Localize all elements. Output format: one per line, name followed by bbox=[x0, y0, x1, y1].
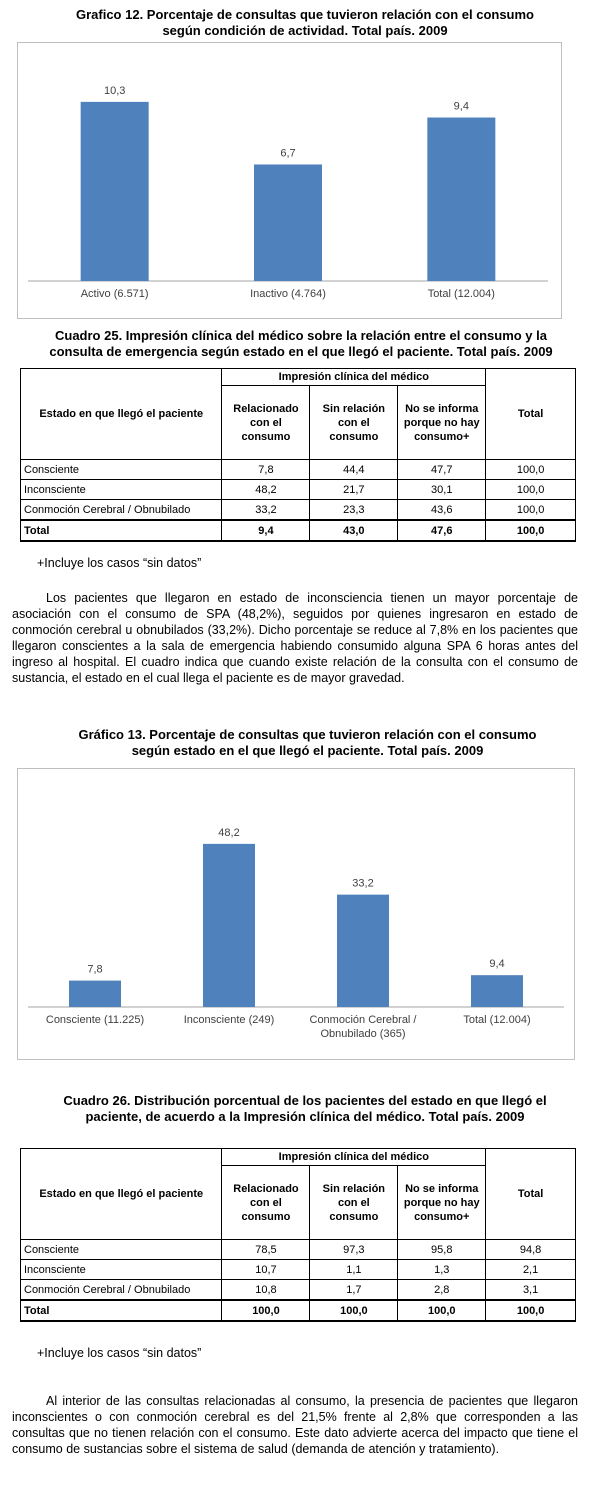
bar bbox=[337, 895, 389, 1007]
cell: 47,6 bbox=[398, 520, 486, 541]
table-row bbox=[21, 1260, 576, 1280]
cell: 100,0 bbox=[222, 1300, 310, 1321]
category-label: Total (12.004) bbox=[463, 1014, 531, 1026]
table2-title-line1: Cuadro 26. Distribución porcentual de los pacientes del estado en que llegó el bbox=[63, 1093, 547, 1108]
category-label: Inactivo (4.764) bbox=[250, 288, 326, 300]
table1-group-header: Impresión clínica del médico bbox=[222, 369, 486, 386]
cell: 43,0 bbox=[310, 520, 398, 541]
chart1-title-line1: Grafico 12. Porcentaje de consultas que tuvieron relación con el consumo bbox=[75, 7, 534, 22]
cell: 48,2 bbox=[222, 480, 310, 500]
paragraph-1: Los pacientes que llegaron en estado de inconsciencia tienen un mayor porcentaje de asociación con el consumo de SPA (48,2%), seguidos por quienes ingresaron en estado de conmoción cerebral u obnubilados (33,2%). Dicho porcentaje se reduce al 7,8% en los pacientes que llegaron conscientes a la sala de emergencia habiendo consumido alguna SPA 6 horas antes del ingreso al hospital. El cuadro indica que cuando existe relación de la consulta con el consumo de sustancia, el estado en el cual llega el paciente es de mayor gravedad. bbox=[12, 591, 578, 685]
data-label: 48,2 bbox=[218, 826, 240, 839]
cell: 33,2 bbox=[222, 500, 310, 521]
table1-col-header: Relacionado con el consumo bbox=[222, 386, 310, 460]
cell: 100,0 bbox=[398, 1300, 486, 1321]
cell: 1,7 bbox=[310, 1280, 398, 1301]
row-label: Inconsciente bbox=[21, 480, 222, 500]
row-label: Consciente bbox=[21, 1240, 222, 1260]
table1-col-header: Sin relación con el consumo bbox=[310, 386, 398, 460]
table1 bbox=[20, 368, 576, 542]
category-label: Total (12.004) bbox=[427, 288, 495, 300]
table2-col-header: No se informa porque no hay consumo+ bbox=[398, 1166, 486, 1240]
data-label: 9,4 bbox=[489, 958, 505, 971]
table2-row-header: Estado en que llegó el paciente bbox=[21, 1149, 222, 1240]
row-label: Total bbox=[21, 520, 222, 541]
table-row bbox=[21, 1240, 576, 1260]
category-label: Inconsciente (249) bbox=[183, 1014, 275, 1026]
table1-row-header: Estado en que llegó el paciente bbox=[21, 369, 222, 460]
category-label: Activo (6.571) bbox=[80, 288, 149, 300]
chart1-title-line2: según condición de actividad. Total país. 2009 bbox=[162, 23, 448, 38]
row-label: Conmoción Cerebral / Obnubilado bbox=[21, 500, 222, 521]
table2-title bbox=[20, 1093, 590, 1125]
data-label: 6,7 bbox=[280, 147, 296, 160]
bar bbox=[203, 844, 255, 1007]
cell: 94,8 bbox=[486, 1240, 576, 1260]
chart1-svg bbox=[18, 43, 561, 318]
cell: 100,0 bbox=[486, 500, 576, 521]
row-label: Inconsciente bbox=[21, 1260, 222, 1280]
chart2-title bbox=[30, 727, 585, 759]
cell: 9,4 bbox=[222, 520, 310, 541]
cell: 47,7 bbox=[398, 460, 486, 480]
table2-col-header: Sin relación con el consumo bbox=[310, 1166, 398, 1240]
cell: 95,8 bbox=[398, 1240, 486, 1260]
cell: 1,1 bbox=[310, 1260, 398, 1280]
cell: 100,0 bbox=[486, 480, 576, 500]
cell: 21,7 bbox=[310, 480, 398, 500]
cell: 100,0 bbox=[486, 520, 576, 541]
table1-col-header: No se informa porque no hay consumo+ bbox=[398, 386, 486, 460]
cell: 1,3 bbox=[398, 1260, 486, 1280]
row-label: Consciente bbox=[21, 460, 222, 480]
table2-group-header: Impresión clínica del médico bbox=[222, 1149, 486, 1166]
category-label: Conmoción Cerebral / bbox=[309, 1014, 417, 1026]
table2-col-header: Relacionado con el consumo bbox=[222, 1166, 310, 1240]
table-row bbox=[21, 500, 576, 521]
cell: 78,5 bbox=[222, 1240, 310, 1260]
category-label: Consciente (11.225) bbox=[45, 1014, 145, 1026]
paragraph-2: Al interior de las consultas relacionadas al consumo, la presencia de pacientes que llegaron inconscientes o con conmoción cerebral es del 21,5% frente al 2,8% que corresponden a las consultas que no tienen relación con el consumo. Este dato advierte acerca del impacto que tiene el consumo de sustancias sobre el sistema de salud (demanda de atención y tratamiento). bbox=[12, 1394, 578, 1456]
chart2-title-line2: según estado en el que llegó el paciente. Total país. 2009 bbox=[131, 743, 484, 758]
row-label: Total bbox=[21, 1300, 222, 1321]
cell: 7,8 bbox=[222, 460, 310, 480]
cell: 10,7 bbox=[222, 1260, 310, 1280]
table1-note: +Incluye los casos “sin datos” bbox=[37, 556, 202, 570]
cell: 100,0 bbox=[486, 460, 576, 480]
table1-title-line1: Cuadro 25. Impresión clínica del médico sobre la relación entre el consumo y la bbox=[55, 328, 547, 343]
cell: 3,1 bbox=[486, 1280, 576, 1301]
cell: 100,0 bbox=[310, 1300, 398, 1321]
table1-title-line2: consulta de emergencia según estado en el que llegó el paciente. Total país. 2009 bbox=[49, 344, 553, 359]
row-label: Conmoción Cerebral / Obnubilado bbox=[21, 1280, 222, 1301]
chart1-plot bbox=[17, 42, 562, 319]
chart2-title-line1: Gráfico 13. Porcentaje de consultas que tuvieron relación con el consumo bbox=[78, 727, 537, 742]
cell: 100,0 bbox=[486, 1300, 576, 1321]
data-label: 33,2 bbox=[352, 877, 374, 890]
data-label: 10,3 bbox=[103, 84, 126, 97]
table-total-row bbox=[21, 520, 576, 541]
cell: 2,1 bbox=[486, 1260, 576, 1280]
chart2-svg bbox=[18, 769, 574, 1059]
cell: 44,4 bbox=[310, 460, 398, 480]
cell: 2,8 bbox=[398, 1280, 486, 1301]
cell: 43,6 bbox=[398, 500, 486, 521]
data-label: 7,8 bbox=[87, 963, 103, 976]
bar bbox=[471, 975, 523, 1007]
table-row bbox=[21, 460, 576, 480]
data-label: 9,4 bbox=[453, 100, 469, 113]
bar bbox=[427, 118, 495, 281]
table-total-row bbox=[21, 1300, 576, 1321]
cell: 10,8 bbox=[222, 1280, 310, 1301]
chart2-plot bbox=[17, 768, 575, 1060]
cell: 97,3 bbox=[310, 1240, 398, 1260]
bar bbox=[69, 981, 121, 1007]
bar bbox=[254, 164, 322, 281]
table2-title-line2: paciente, de acuerdo a la Impresión clínica del médico. Total país. 2009 bbox=[85, 1109, 525, 1124]
table2 bbox=[20, 1148, 576, 1322]
chart1-title bbox=[20, 7, 590, 39]
table-row bbox=[21, 1280, 576, 1301]
table-row bbox=[21, 480, 576, 500]
bar bbox=[81, 102, 149, 281]
table1-total-header: Total bbox=[486, 369, 576, 460]
cell: 30,1 bbox=[398, 480, 486, 500]
table2-note: +Incluye los casos “sin datos” bbox=[37, 1346, 202, 1360]
table2-total-header: Total bbox=[486, 1149, 576, 1240]
table1-title bbox=[16, 328, 586, 360]
category-label: Obnubilado (365) bbox=[320, 1028, 406, 1040]
cell: 23,3 bbox=[310, 500, 398, 521]
